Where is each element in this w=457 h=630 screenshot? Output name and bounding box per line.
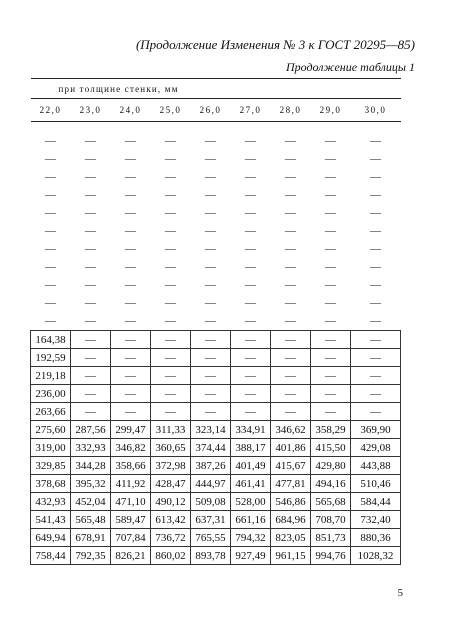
table-cell: — — [351, 367, 401, 385]
table-cell: 461,41 — [231, 475, 271, 493]
table-row — [31, 276, 401, 294]
table-cell: — — [285, 153, 296, 165]
table-cell: 477,81 — [271, 475, 311, 493]
table-row — [31, 258, 401, 276]
table-cell: — — [45, 279, 56, 291]
table-cell: 637,31 — [191, 511, 231, 529]
table-cell: — — [71, 385, 111, 403]
table-cell: 528,00 — [231, 493, 271, 511]
table-cell: — — [85, 171, 96, 183]
table-cell: — — [245, 225, 256, 237]
table-cell: 358,29 — [311, 421, 351, 439]
table-cell: — — [285, 225, 296, 237]
table-cell: — — [125, 189, 136, 201]
table-cell: — — [125, 315, 136, 327]
table-cell: — — [271, 385, 311, 403]
table-cell: — — [205, 189, 216, 201]
table-cell: 823,05 — [271, 529, 311, 547]
wall-thickness-table — [30, 78, 401, 565]
table-row — [31, 349, 401, 367]
table-cell: — — [165, 135, 176, 147]
table-cell: — — [370, 135, 382, 147]
data-table-container — [30, 78, 400, 565]
table-cell: — — [151, 367, 191, 385]
table-cell: — — [325, 189, 336, 201]
table-cell: — — [370, 225, 382, 237]
table-cell: — — [285, 261, 296, 273]
table-cell: 415,67 — [271, 457, 311, 475]
table-cell: 443,88 — [351, 457, 401, 475]
table-row — [31, 186, 401, 204]
table-cell: 219,18 — [31, 367, 71, 385]
table-cell: — — [205, 315, 216, 327]
table-cell: 541,43 — [31, 511, 71, 529]
table-cell: — — [151, 331, 191, 349]
table-cell: 994,76 — [311, 547, 351, 565]
table-row — [31, 457, 401, 475]
table-cell: — — [45, 171, 56, 183]
table-cell: 287,56 — [71, 421, 111, 439]
table-cell: 432,93 — [31, 493, 71, 511]
table-cell: — — [245, 315, 256, 327]
table-cell: — — [325, 225, 336, 237]
table-cell: — — [325, 171, 336, 183]
table-cell: — — [71, 331, 111, 349]
table-row — [31, 511, 401, 529]
table-cell: 546,86 — [271, 493, 311, 511]
table-cell: — — [151, 349, 191, 367]
table-row — [31, 150, 401, 168]
table-cell: — — [245, 207, 256, 219]
table-row — [31, 222, 401, 240]
table-cell: 415,50 — [311, 439, 351, 457]
column-header: 23,0 — [71, 99, 111, 122]
table-cell: 860,02 — [151, 547, 191, 565]
table-cell: — — [165, 225, 176, 237]
table-cell: — — [125, 261, 136, 273]
table-cell: — — [191, 331, 231, 349]
table-cell: — — [85, 315, 96, 327]
table-cell: — — [85, 297, 96, 309]
column-header: 26,0 — [191, 99, 231, 122]
table-cell: — — [285, 207, 296, 219]
table-cell: — — [351, 349, 401, 367]
table-cell: — — [245, 135, 256, 147]
table-cell: 360,65 — [151, 439, 191, 457]
table-cell: 510,46 — [351, 475, 401, 493]
table-cell: — — [125, 225, 136, 237]
column-header: 25,0 — [151, 99, 191, 122]
table-cell: 707,84 — [111, 529, 151, 547]
table-cell: — — [45, 207, 56, 219]
table-cell: — — [205, 243, 216, 255]
table-cell: — — [370, 171, 382, 183]
table-cell: 372,98 — [151, 457, 191, 475]
table-cell: 792,35 — [71, 547, 111, 565]
table-cell: — — [311, 349, 351, 367]
table-row — [31, 475, 401, 493]
column-header: 28,0 — [271, 99, 311, 122]
table-cell: 736,72 — [151, 529, 191, 547]
table-cell: 329,85 — [31, 457, 71, 475]
table-cell: — — [370, 279, 382, 291]
table-cell: — — [351, 403, 401, 421]
table-cell: 236,00 — [31, 385, 71, 403]
table-row — [31, 168, 401, 186]
table-cell: 565,48 — [71, 511, 111, 529]
table-cell: — — [271, 349, 311, 367]
table-cell: — — [325, 279, 336, 291]
table-row — [31, 547, 401, 565]
table-cell: 927,49 — [231, 547, 271, 565]
table-cell: — — [271, 367, 311, 385]
table-cell: — — [71, 403, 111, 421]
table-cell: 851,73 — [311, 529, 351, 547]
table-cell: 429,80 — [311, 457, 351, 475]
table-cell: — — [45, 261, 56, 273]
table-cell: 444,97 — [191, 475, 231, 493]
table-cell: — — [125, 279, 136, 291]
table-row — [31, 132, 401, 150]
table-cell: — — [370, 207, 382, 219]
table-cell: — — [45, 153, 56, 165]
table-cell: — — [111, 385, 151, 403]
table-cell: — — [165, 189, 176, 201]
table-cell: — — [165, 243, 176, 255]
table-cell: — — [231, 385, 271, 403]
table-cell: — — [231, 403, 271, 421]
table-cell: — — [245, 261, 256, 273]
table-row — [31, 367, 401, 385]
table-row — [31, 331, 401, 349]
table-cell: — — [85, 261, 96, 273]
table-cell: — — [370, 243, 382, 255]
table-cell: — — [151, 385, 191, 403]
table-cell: — — [245, 171, 256, 183]
table-cell: — — [191, 367, 231, 385]
table-cell: — — [311, 385, 351, 403]
table-cell: 880,36 — [351, 529, 401, 547]
table-cell: — — [191, 349, 231, 367]
table-cell: — — [165, 171, 176, 183]
table-cell: 346,82 — [111, 439, 151, 457]
table-cell: 428,47 — [151, 475, 191, 493]
table-cell: — — [205, 225, 216, 237]
table-cell: — — [325, 207, 336, 219]
table-cell: — — [165, 261, 176, 273]
table-cell: — — [325, 297, 336, 309]
table-cell: — — [165, 207, 176, 219]
table-cell: 649,94 — [31, 529, 71, 547]
table-cell: — — [71, 349, 111, 367]
table-cell: — — [111, 349, 151, 367]
table-cell: — — [85, 153, 96, 165]
table-row — [31, 529, 401, 547]
table-cell: 164,38 — [31, 331, 71, 349]
table-cell: — — [370, 297, 382, 309]
table-cell: — — [165, 279, 176, 291]
table-cell: — — [125, 153, 136, 165]
table-cell: 263,66 — [31, 403, 71, 421]
table-cell: 893,78 — [191, 547, 231, 565]
table-cell: — — [85, 225, 96, 237]
table-cell: 311,33 — [151, 421, 191, 439]
table-cell: — — [125, 243, 136, 255]
table-cell: 344,28 — [71, 457, 111, 475]
table-cell: — — [45, 225, 56, 237]
table-cell: 374,44 — [191, 439, 231, 457]
table-cell: — — [311, 367, 351, 385]
table-cell: — — [370, 315, 382, 327]
table-cell: 826,21 — [111, 547, 151, 565]
table-cell: 708,70 — [311, 511, 351, 529]
table-cell: — — [370, 153, 382, 165]
table-cell: 346,62 — [271, 421, 311, 439]
table-cell: 387,26 — [191, 457, 231, 475]
table-cell: 192,59 — [31, 349, 71, 367]
column-header: 22,0 — [31, 99, 71, 122]
table-cell: — — [125, 207, 136, 219]
table-cell: — — [285, 171, 296, 183]
table-cell: — — [285, 189, 296, 201]
table-cell: — — [285, 243, 296, 255]
table-cell: 319,00 — [31, 439, 71, 457]
column-header: 24,0 — [111, 99, 151, 122]
table-cell: 452,04 — [71, 493, 111, 511]
header-caption: при толщине стенки, мм — [31, 79, 401, 99]
table-cell: — — [311, 331, 351, 349]
table-cell: 334,91 — [231, 421, 271, 439]
table-cell: 961,15 — [271, 547, 311, 565]
table-cell: — — [85, 207, 96, 219]
column-headers — [31, 99, 401, 122]
table-cell: — — [125, 297, 136, 309]
table-cell: — — [85, 135, 96, 147]
table-cell: — — [245, 153, 256, 165]
table-cell: — — [205, 261, 216, 273]
table-cell: 323,14 — [191, 421, 231, 439]
table-row — [31, 439, 401, 457]
table-body — [31, 132, 401, 565]
table-cell: 429,08 — [351, 439, 401, 457]
table-cell: — — [285, 279, 296, 291]
table-cell: — — [71, 367, 111, 385]
table-cell: — — [85, 279, 96, 291]
table-cell: — — [85, 243, 96, 255]
table-cell: — — [165, 297, 176, 309]
table-row — [31, 493, 401, 511]
table-cell: — — [111, 331, 151, 349]
table-cell: 678,91 — [71, 529, 111, 547]
table-row — [31, 421, 401, 439]
table-cell: 395,32 — [71, 475, 111, 493]
table-cell: — — [370, 189, 382, 201]
table-caption: Продолжение таблицы 1 — [285, 60, 415, 74]
table-cell: — — [165, 315, 176, 327]
table-cell: 732,40 — [351, 511, 401, 529]
continuation-header: (Продолжение Изменения № 3 к ГОСТ 20295—85) — [135, 37, 415, 52]
table-cell: — — [45, 297, 56, 309]
table-cell: — — [231, 331, 271, 349]
table-cell: 388,17 — [231, 439, 271, 457]
table-cell: — — [45, 189, 56, 201]
table-cell: — — [85, 189, 96, 201]
table-cell: — — [205, 297, 216, 309]
table-row — [31, 385, 401, 403]
table-cell: 299,47 — [111, 421, 151, 439]
table-cell: — — [205, 135, 216, 147]
table-cell: 275,60 — [31, 421, 71, 439]
table-cell: 411,92 — [111, 475, 151, 493]
table-cell: 490,12 — [151, 493, 191, 511]
table-cell: 661,16 — [231, 511, 271, 529]
table-cell: — — [370, 261, 382, 273]
table-row — [31, 403, 401, 421]
table-cell: — — [125, 135, 136, 147]
table-cell: — — [271, 331, 311, 349]
table-cell: 369,90 — [351, 421, 401, 439]
table-row — [31, 294, 401, 312]
table-cell: — — [285, 297, 296, 309]
column-header: 29,0 — [311, 99, 351, 122]
table-cell: — — [325, 243, 336, 255]
table-cell: — — [231, 349, 271, 367]
table-row — [31, 312, 401, 331]
column-header: 30,0 — [351, 99, 401, 122]
table-cell: — — [285, 315, 296, 327]
table-cell: — — [205, 207, 216, 219]
table-cell: 765,55 — [191, 529, 231, 547]
table-cell: — — [231, 367, 271, 385]
column-header: 27,0 — [231, 99, 271, 122]
table-cell: — — [205, 171, 216, 183]
table-cell: 584,44 — [351, 493, 401, 511]
table-cell: — — [151, 403, 191, 421]
table-cell: — — [245, 243, 256, 255]
table-cell: 684,96 — [271, 511, 311, 529]
table-cell: — — [311, 403, 351, 421]
table-row — [31, 204, 401, 222]
table-cell: — — [191, 385, 231, 403]
table-cell: — — [351, 385, 401, 403]
table-cell: — — [205, 279, 216, 291]
table-cell: — — [245, 297, 256, 309]
table-cell: 758,44 — [31, 547, 71, 565]
table-cell: 332,93 — [71, 439, 111, 457]
table-cell: 494,16 — [311, 475, 351, 493]
table-cell: 358,66 — [111, 457, 151, 475]
table-cell: — — [45, 243, 56, 255]
table-cell: 509,08 — [191, 493, 231, 511]
table-cell: 565,68 — [311, 493, 351, 511]
table-cell: — — [111, 403, 151, 421]
table-cell: — — [245, 189, 256, 201]
table-cell: 794,32 — [231, 529, 271, 547]
table-cell: — — [325, 315, 336, 327]
table-cell: — — [285, 135, 296, 147]
table-cell: — — [271, 403, 311, 421]
table-cell: 378,68 — [31, 475, 71, 493]
table-cell: — — [325, 261, 336, 273]
table-cell: — — [165, 153, 176, 165]
table-cell: — — [351, 331, 401, 349]
table-row — [31, 240, 401, 258]
table-cell: — — [205, 153, 216, 165]
table-cell: — — [45, 315, 56, 327]
table-cell: 471,10 — [111, 493, 151, 511]
table-cell: — — [111, 367, 151, 385]
table-cell: 589,47 — [111, 511, 151, 529]
table-cell: — — [125, 171, 136, 183]
table-cell: — — [325, 135, 336, 147]
table-cell: 613,42 — [151, 511, 191, 529]
table-cell: — — [245, 279, 256, 291]
table-cell: 1028,32 — [351, 547, 401, 565]
table-cell: — — [45, 135, 56, 147]
table-cell: 401,49 — [231, 457, 271, 475]
page-number: 5 — [397, 587, 403, 599]
table-cell: — — [325, 153, 336, 165]
table-cell: 401,86 — [271, 439, 311, 457]
table-cell: — — [191, 403, 231, 421]
